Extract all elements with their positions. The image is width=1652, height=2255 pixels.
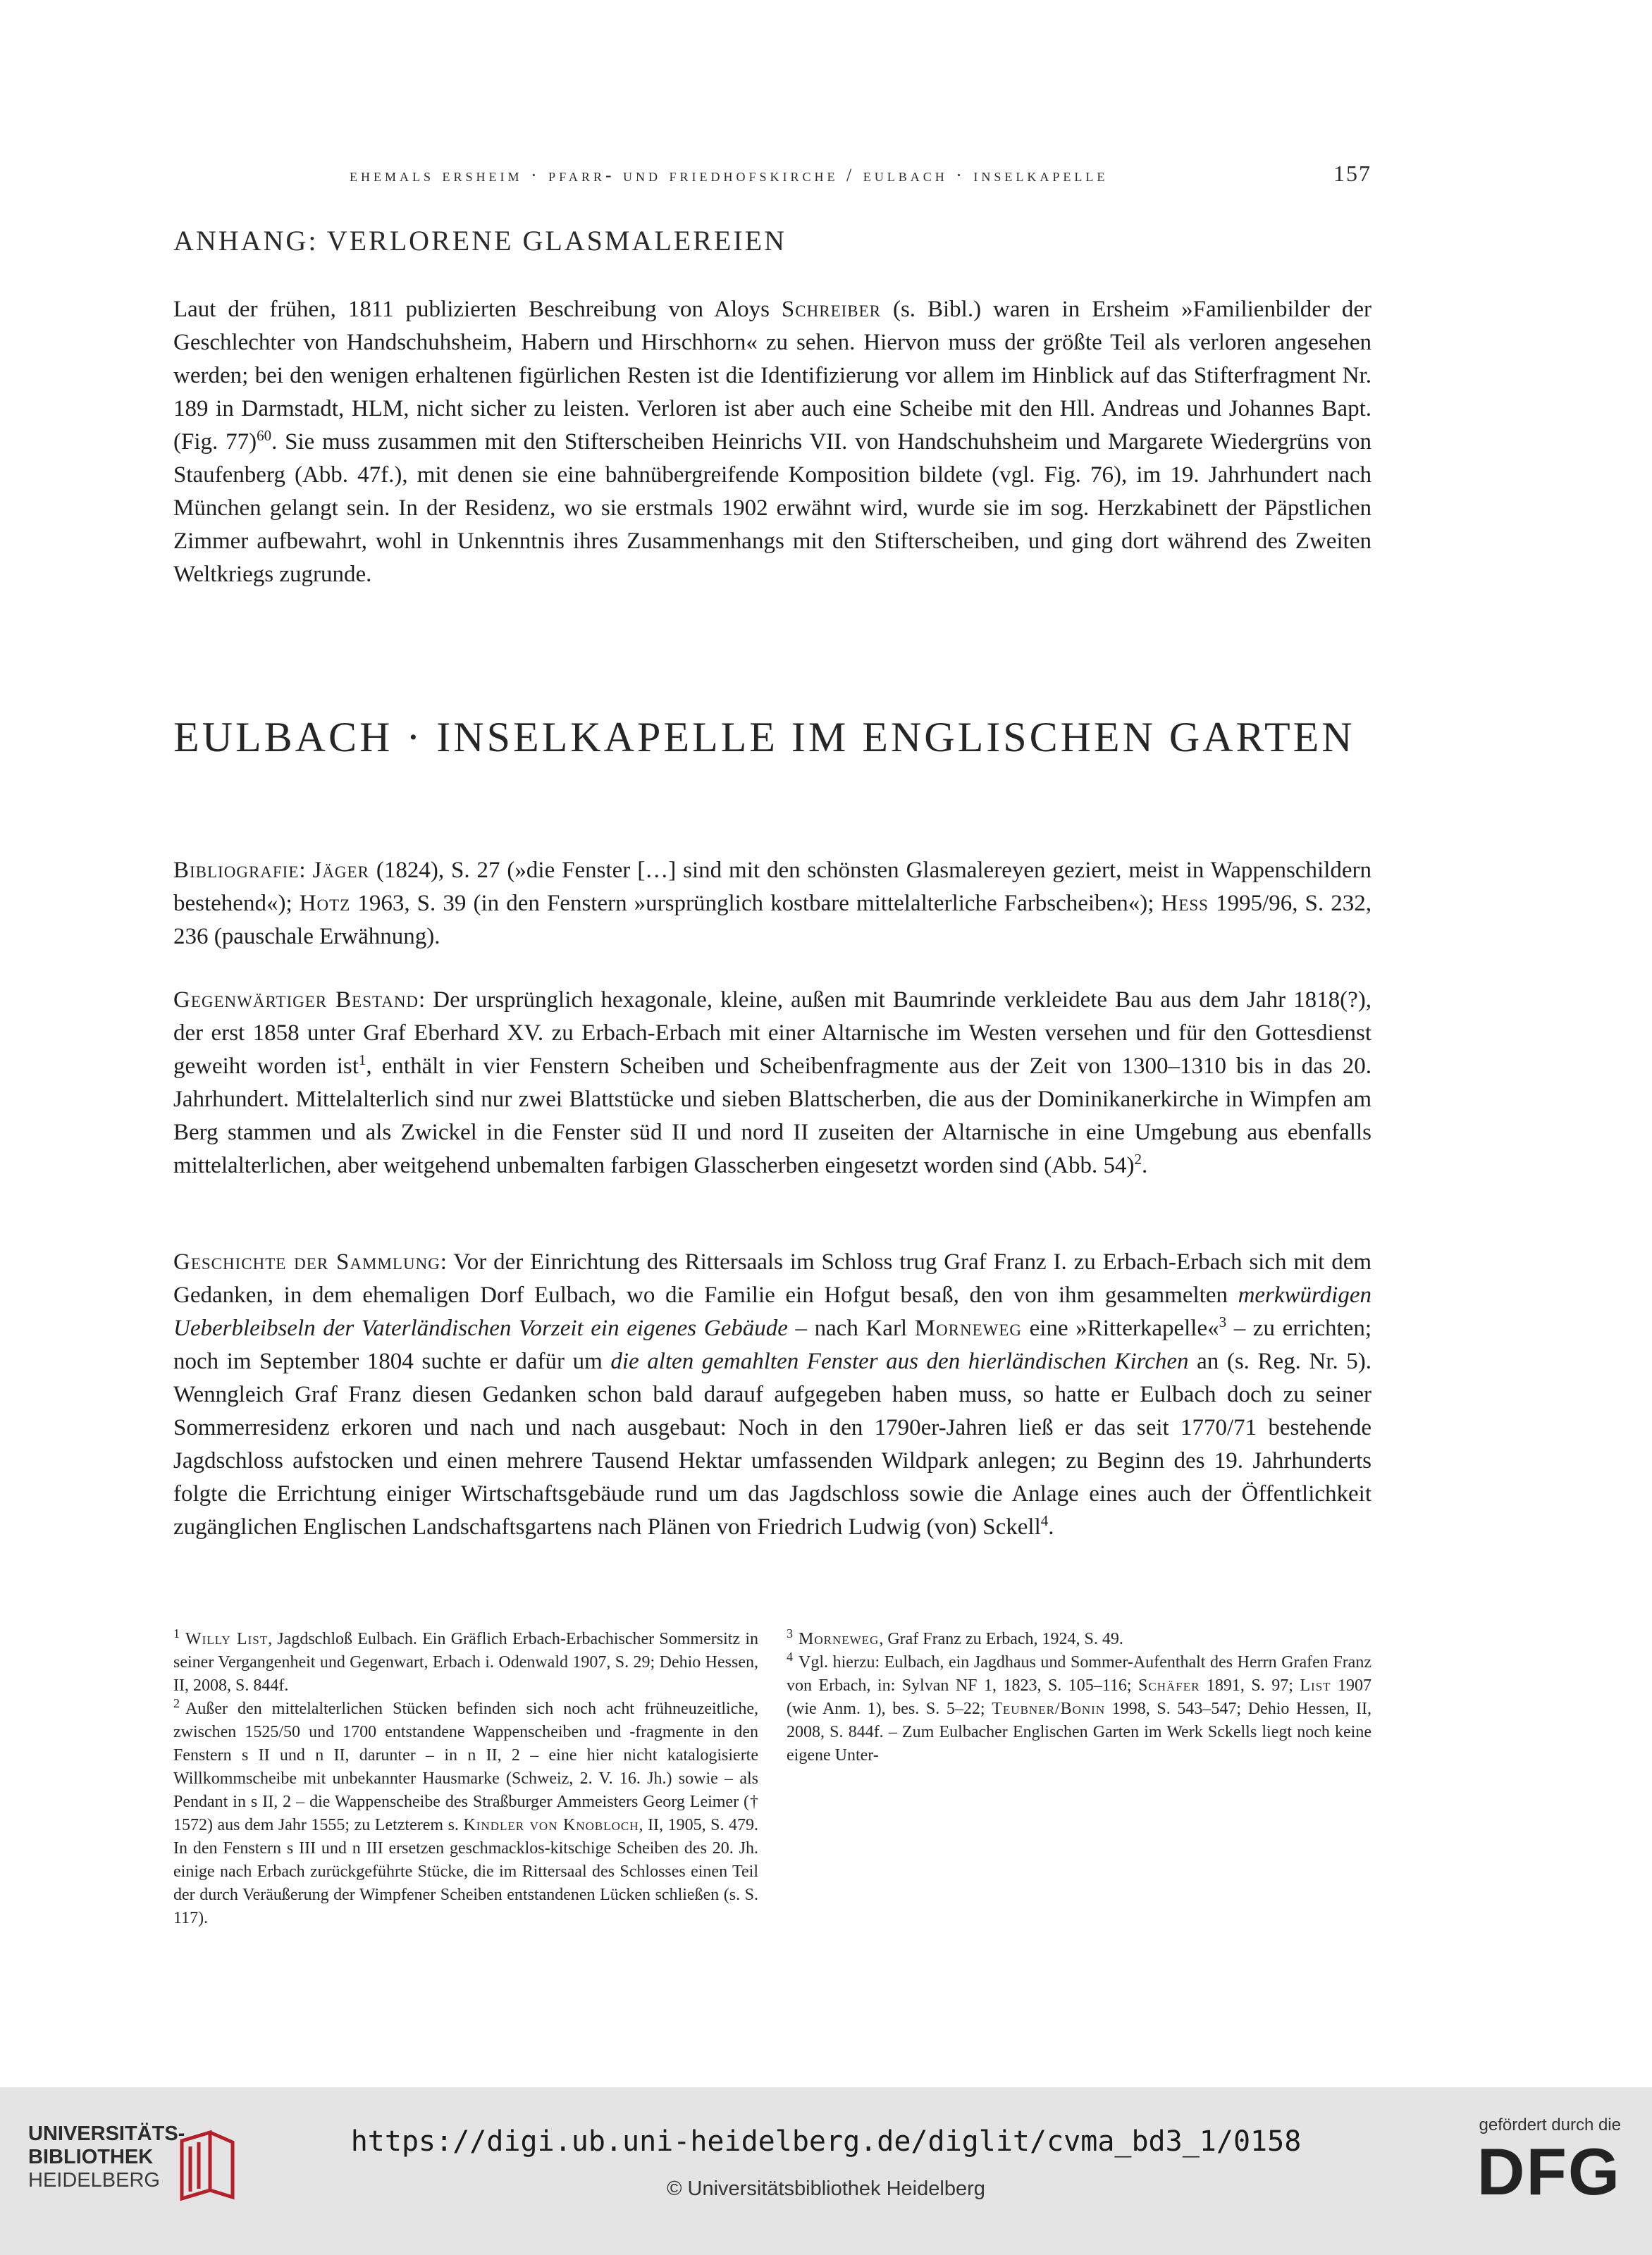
funding-label: gefördert durch die [1479, 2115, 1621, 2134]
paragraph-label: Geschichte der Sammlung [173, 1249, 440, 1275]
footnote-3: $^3$ Morneweg, Graf Franz zu Erbach, 1924, S. 49. [787, 1626, 1123, 1648]
dfg-wordmark: DFG [1477, 2134, 1621, 2208]
quotation: die alten gemahlten Fenster aus den hierländischen Kirchen [610, 1349, 1189, 1374]
section-heading-anhang: ANHANG: VERLORENE GLASMALEREIEN [173, 225, 787, 257]
footnote-ref[interactable]: 3 [1219, 1314, 1227, 1330]
footnotes-right-column [787, 1628, 1371, 1930]
page-url-link[interactable]: https://digi.ub.uni-heidelberg.de/diglit/cvma_bd3_1/0158 [350, 2125, 1302, 2158]
footnote-2: $^2$ Außer den mittelalterlichen Stücken befinden sich noch acht frühneuzeitliche, zwischen 1525/50 und 1700 entstandene Wappenscheiben und -fragmente in den Fenstern s II und n II, darunter – in n II, 2 – eine hier nicht katalogisierte Willkommscheibe mit unbekannter Hausmarke (Schweiz, 2. V. 16. Jh.) sowie – als Pendant in s II, 2 – die Wappenscheibe des Straßburger Ammeisters Georg Leimer († 1572) aus dem Jahr 1555; zu Letzterem s. Kindler von Knobloch, II, 1905, S. 479. In den Fenstern s III und n III ersetzen geschmacklos-kitschige Scheiben des 20. Jh. einige nach Erbach zurückgeführte Stücke, die im Rittersaal des Schlosses einen Teil der durch Veräußerung der Wimpfener Scheiben entstandenen Lücken schließen (s. S. 117). [173, 1696, 758, 1927]
copyright-notice: © Universitätsbibliothek Heidelberg [667, 2177, 985, 2200]
footnote-4: $^4$ Vgl. hierzu: Eulbach, ein Jagdhaus und Sommer-Aufenthalt des Herrn Grafen Franz von Erbach, in: Sylvan NF 1, 1823, S. 105–116; Schäfer 1891, S. 97; List 1907 (wie Anm. 1), bes. S. 5–22; Teubner/Bonin 1998, S. 543–547; Dehio Hessen, II, 2008, S. 844f. – Zum Eulbacher Englischen Garten im Werk Sckells liegt noch keine eigene Unter- [787, 1650, 1372, 1765]
paragraph-bestand: Gegenwärtiger Bestand: Der ursprünglich hexagonale, kleine, außen mit Baumrinde verkleidete Bau aus dem Jahr 1818(?), der erst 1858 unter Graf Eberhard XV. zu Erbach-Erbach mit einer Altarnische im Westen versehen und für den Gottesdienst geweiht worden ist$^1$, enthält in vier Fenstern Scheiben und Scheibenfragmente aus der Zeit von 1300–1310 bis in das 20. Jahrhundert. Mittelalterlich sind nur zwei Blattstücke und sieben Blattscherben, die aus der Dominikanerkirche in Wimpfen am Berg stammen und als Zwickel in die Fenster süd II und nord II zuseiten der Altarnische in eine Umgebung aus ebenfalls mittelalterlichen, aber weitgehend unbemalten farbigen Glasscherben eingesetzt worden sind (Abb. 54)$^2$. [173, 987, 1371, 1178]
footnote-1: $^1$ Willy List, Jagdschloß Eulbach. Ein Gräflich Erbach-Erbachischer Sommersitz in seiner Vergangenheit und Gegenwart, Erbach i. Odenwald 1907, S. 29; Dehio Hessen, II, 2008, S. 844f. [173, 1626, 758, 1695]
quotation: merkwürdigen Ueberbleibseln der Vaterländischen Vorzeit ein eigenes Gebäude [173, 1283, 1371, 1341]
dfg-logo[interactable] [1445, 2115, 1621, 2206]
paragraph-label: Bibliografie [173, 858, 300, 883]
footer-bar [0, 2087, 1652, 2255]
running-head [173, 161, 1371, 187]
footnote-ref[interactable]: 60 [257, 427, 272, 444]
footnotes-left-column [173, 1628, 758, 1930]
paragraph-label: Gegenwärtiger Bestand [173, 987, 419, 1013]
section-heading-eulbach: EULBACH · INSELKAPELLE IM ENGLISCHEN GARTEN [173, 714, 1355, 760]
footnote-ref[interactable]: 4 [1040, 1512, 1049, 1529]
footnote-ref[interactable]: 2 [1134, 1151, 1142, 1168]
footnotes [173, 1628, 1371, 1930]
logo-text: UNIVERSITÄTS- BIBLIOTHEK HEIDELBERG [28, 2123, 185, 2192]
paragraph-bibliografie: Bibliografie: Jäger (1824), S. 27 (»die Fenster […] sind mit den schönsten Glasmalereyen geziert, meist in Wappenschildern bestehend«); Hotz 1963, S. 39 (in den Fenstern »ursprünglich kostbare mittelalterliche Farbscheiben«); Hess 1995/96, S. 232, 236 (pauschale Erwähnung). [173, 858, 1371, 949]
footnote-ref[interactable]: 1 [358, 1051, 366, 1068]
author-name: Schreiber [781, 297, 882, 322]
paragraph-anhang: Laut der frühen, 1811 publizierten Beschreibung von Aloys Schreiber (s. Bibl.) waren in Ersheim »Familienbilder der Geschlechter von Handschuhsheim, Habern und Hirschhorn« zu sehen. Hiervon muss der größte Teil als verloren angesehen werden; bei den wenigen erhaltenen figürlichen Resten ist die Identifizierung vor allem im Hinblick auf das Stifterfragment Nr. 189 in Darmstadt, HLM, nicht sicher zu leisten. Verloren ist aber auch eine Scheibe mit den Hll. Andreas und Johannes Bapt. (Fig. 77)$^{60}$. Sie muss zusammen mit den Stifterscheiben Heinrichs VII. von Handschuhsheim und Margarete Wiedergrüns von Staufenberg (Abb. 47f.), mit denen sie eine bahnübergreifende Komposition bildete (vgl. Fig. 76), im 19. Jahrhundert nach München gelangt sein. In der Residenz, wo sie erstmals 1902 erwähnt wird, wurde sie im sog. Herzkabinett der Päpstlichen Zimmer aufbewahrt, wohl in Unkenntnis ihres Zusammenhangs mit den Stifterscheiben, und ging dort während des Zweiten Weltkriegs zugrunde. [173, 297, 1371, 587]
running-head-title: ehemals ersheim · pfarr- und friedhofskirche / eulbach · inselkapelle [350, 165, 1109, 185]
page-number: 157 [1333, 161, 1371, 186]
paragraph-geschichte: Geschichte der Sammlung: Vor der Einrichtung des Rittersaals im Schloss trug Graf Franz I. zu Erbach-Erbach sich mit dem Gedanken, in dem ehemaligen Dorf Eulbach, wo die Familie ein Hofgut besaß, den von ihm gesammelten merkwürdigen Ueberbleibseln der Vaterländischen Vorzeit ein eigenes Gebäude – nach Karl Morneweg eine »Ritterkapelle«$^3$ – zu errichten; noch im September 1804 suchte er dafür um die alten gemahlten Fenster aus den hierländischen Kirchen an (s. Reg. Nr. 5). Wenngleich Graf Franz diesen Gedanken schon bald darauf aufgegeben haben muss, so hatte er Eulbach doch zu seiner Sommerresidenz erkoren und nach und nach ausgebaut: Noch in den 1790er-Jahren ließ er das seit 1770/71 bestehende Jagdschloss aufstocken und einen mehrere Tausend Hektar umfassenden Wildpark anlegen; zu Beginn des 19. Jahrhunderts folgte die Errichtung einiger Wirtschaftsgebäude rund um das Jagdschloss sowie die Anlage eines auch der Öffentlichkeit zugänglichen Englischen Landschaftsgartens nach Plänen von Friedrich Ludwig (von) Sckell$^4$. [173, 1249, 1372, 1540]
